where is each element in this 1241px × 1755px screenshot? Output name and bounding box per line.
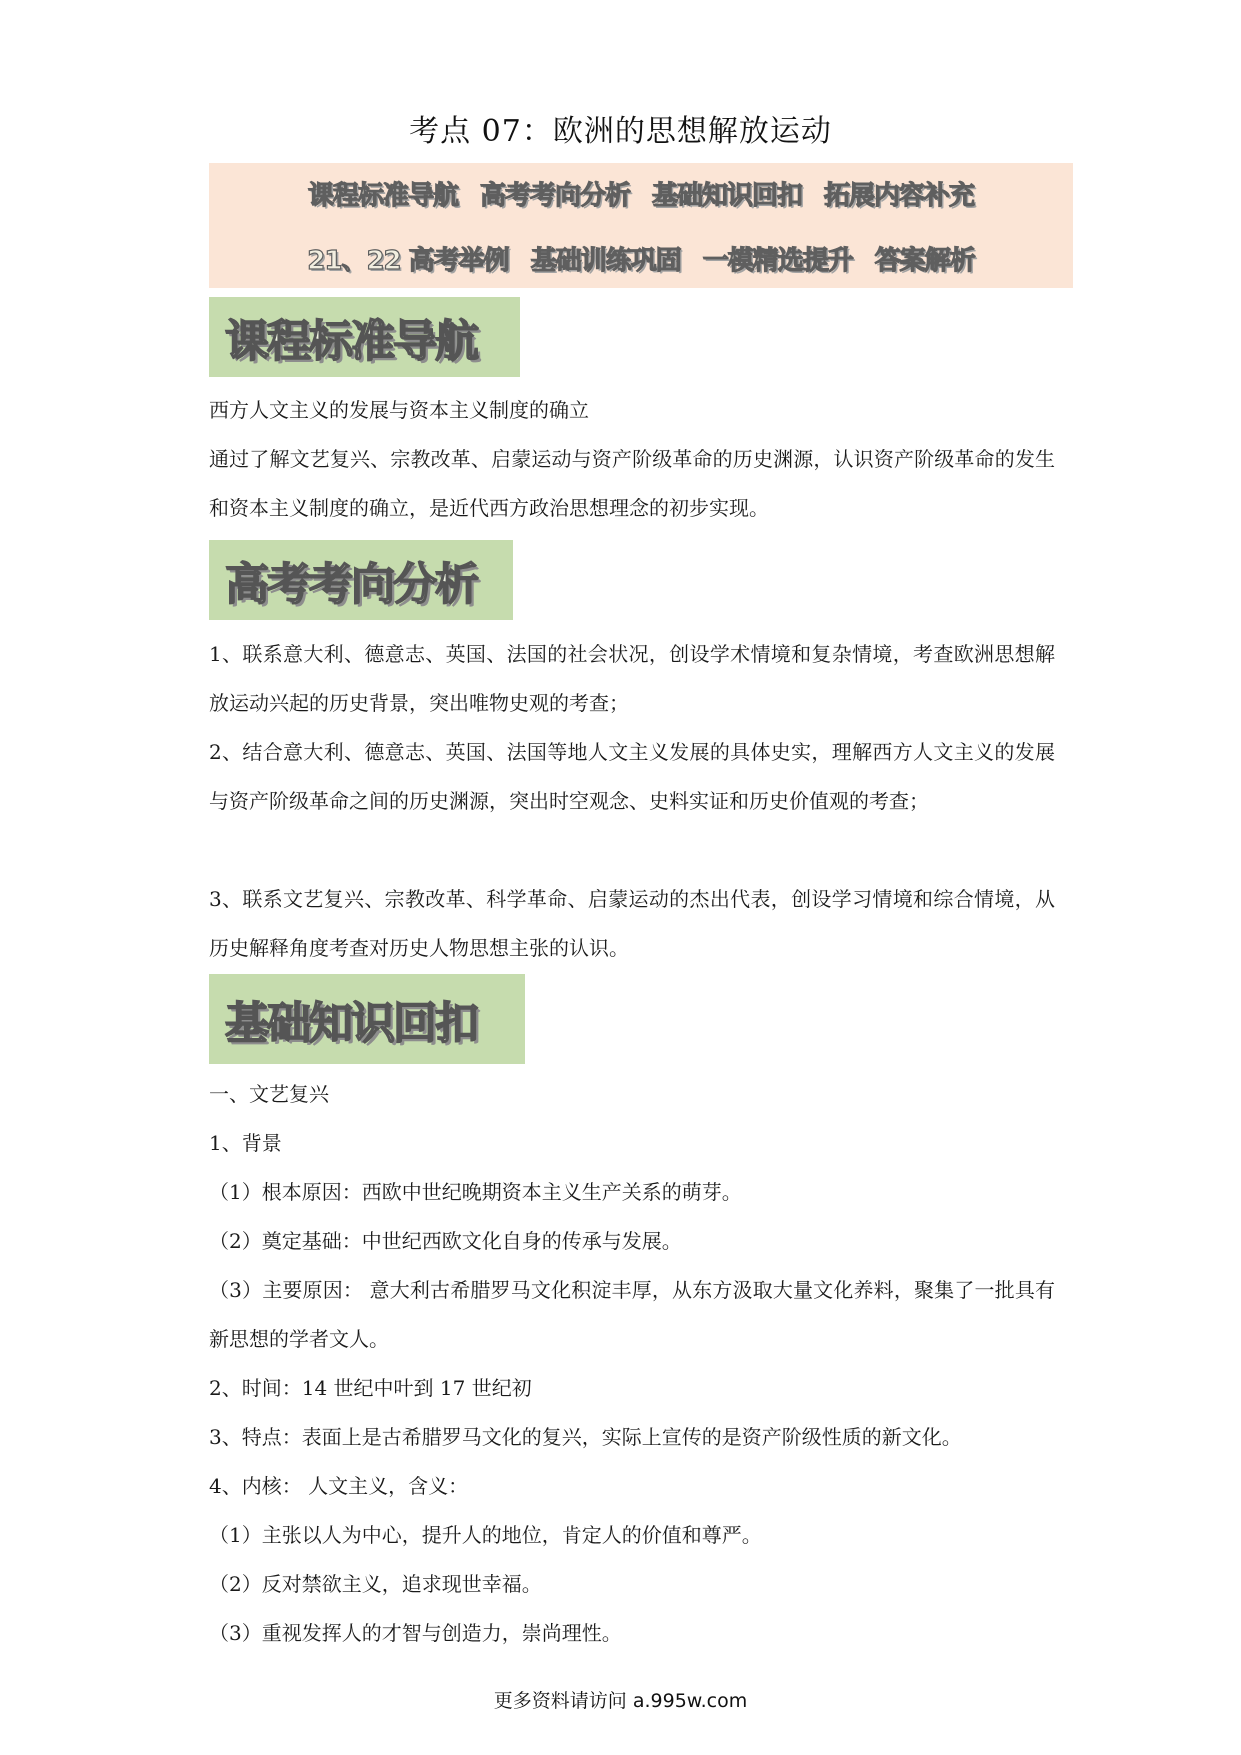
basics-time: 2、时间：14 世纪中叶到 17 世纪初 (209, 1376, 532, 1400)
exam-point-3: 3、联系文艺复兴、宗教改革、科学革命、启蒙运动的杰出代表，创设学习情境和综合情境，从历史解释角度考查对历史人物思想主张的认识。 (209, 887, 1055, 960)
footer-link[interactable]: 更多资料请访问 a.995w.com (493, 1690, 748, 1712)
basics-core-point-2: （2）反对禁欲主义，追求现世幸福。 (209, 1572, 542, 1596)
curriculum-standard-title: 西方人文主义的发展与资本主义制度的确立 (209, 398, 589, 422)
section-header-curriculum (209, 297, 520, 377)
nav-item-extension[interactable]: 拓展内容补充 (824, 181, 975, 211)
nav-row-2 (209, 240, 1073, 277)
section-header-basics (209, 974, 525, 1064)
basics-core-point-3: （3）重视发挥人的才智与创造力，崇尚理性。 (209, 1621, 622, 1645)
basics-root-cause: （1）根本原因：西欧中世纪晚期资本主义生产关系的萌芽。 (209, 1180, 742, 1204)
section-header-basics-label: 基础知识回扣 (225, 998, 477, 1049)
basics-heading-renaissance: 一、文艺复兴 (209, 1082, 329, 1106)
curriculum-standard-text: 通过了解文艺复兴、宗教改革、启蒙运动与资产阶级革命的历史渊源，认识资产阶级革命的发生和资本主义制度的确立，是近代西方政治思想理念的初步实现。 (209, 447, 1055, 520)
basics-main-cause: （3）主要原因： 意大利古希腊罗马文化积淀丰厚，从东方汲取大量文化养料，聚集了一批具有新思想的学者文人。 (209, 1278, 1055, 1351)
nav-item-mock-selection[interactable]: 一模精选提升 (702, 246, 853, 276)
page-title: 考点 07：欧洲的思想解放运动 (409, 114, 832, 149)
exam-point-1: 1、联系意大利、德意志、英国、法国的社会状况，创设学术情境和复杂情境，考查欧洲思想解放运动兴起的历史背景，突出唯物史观的考查； (209, 642, 1055, 715)
section-header-exam-analysis-label: 高考考向分析 (225, 559, 477, 610)
basics-feature: 3、特点：表面上是古希腊罗马文化的复兴，实际上宣传的是资产阶级性质的新文化。 (209, 1425, 962, 1449)
section-header-exam-analysis (209, 540, 513, 620)
basics-core: 4、内核： 人文主义，含义： (209, 1474, 469, 1498)
exam-point-2: 2、结合意大利、德意志、英国、法国等地人文主义发展的具体史实，理解西方人文主义的发展与资产阶级革命之间的历史渊源，突出时空观念、史料实证和历史价值观的考查； (209, 740, 1055, 813)
basics-background-heading: 1、背景 (209, 1131, 282, 1155)
section-header-curriculum-label: 课程标准导航 (225, 316, 477, 367)
nav-row-1 (209, 175, 1073, 212)
basics-core-point-1: （1）主张以人为中心，提升人的地位，肯定人的价值和尊严。 (209, 1523, 762, 1547)
navigation-banner (209, 163, 1073, 288)
nav-item-basics[interactable]: 基础知识回扣 (652, 181, 803, 211)
nav-item-answers[interactable]: 答案解析 (874, 246, 975, 276)
basics-foundation: （2）奠定基础：中世纪西欧文化自身的传承与发展。 (209, 1229, 682, 1253)
nav-item-basic-training[interactable]: 基础训练巩固 (530, 246, 681, 276)
nav-item-curriculum[interactable]: 课程标准导航 (307, 181, 458, 211)
nav-item-exam-analysis[interactable]: 高考考向分析 (479, 181, 630, 211)
nav-item-exam-examples[interactable]: 21、22 高考举例 (307, 246, 509, 276)
